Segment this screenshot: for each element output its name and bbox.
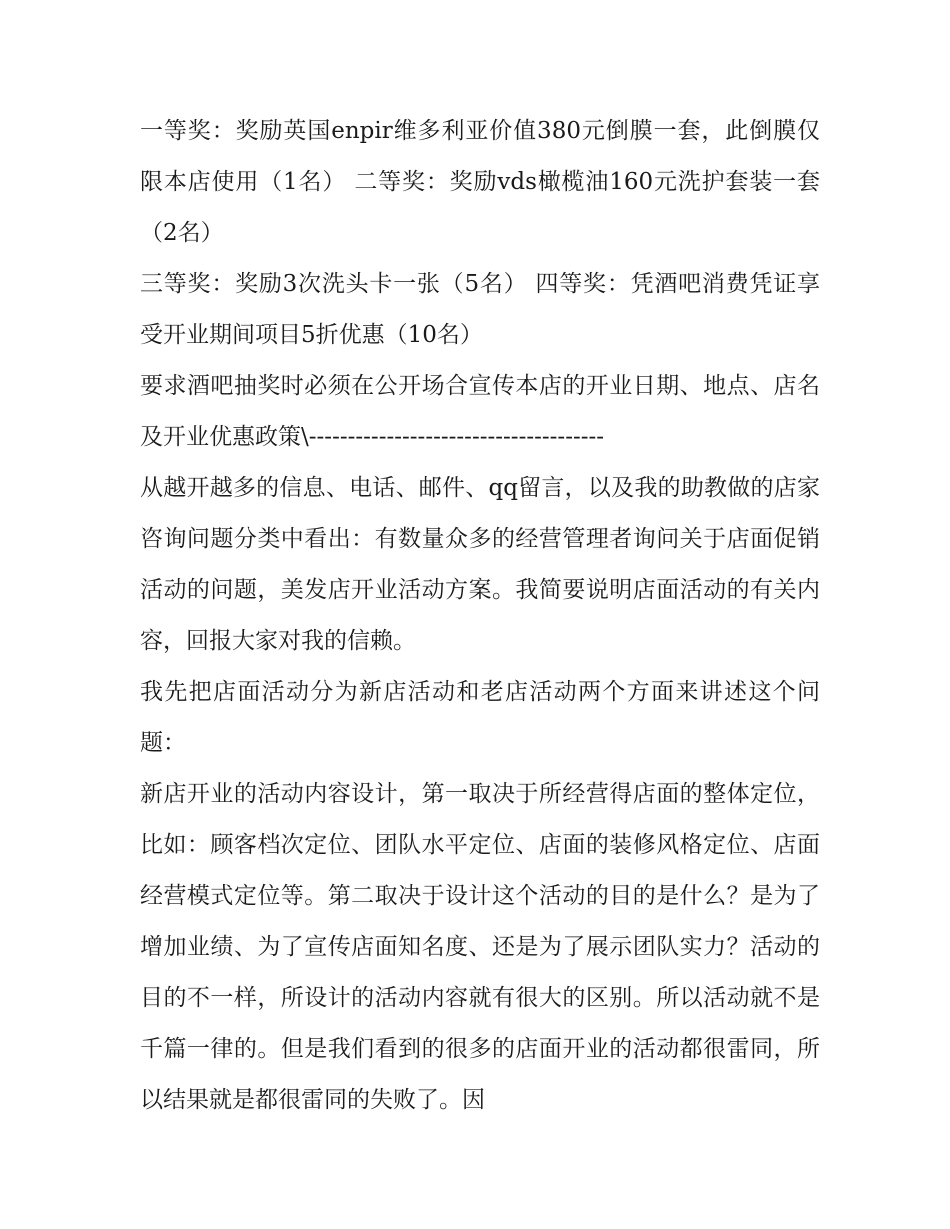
- paragraph-prizes-third-fourth: 三等奖：奖励3次洗头卡一张（5名） 四等奖：凭酒吧消费凭证享受开业期间项目5折优惠（10名）: [140, 271, 820, 348]
- paragraph-bar-lottery-requirement: 要求酒吧抽奖时必须在公开场合宣传本店的开业日期、地点、店名及开业优惠政策\--------------------------------------: [140, 373, 820, 450]
- paragraph-activity-categories: 我先把店面活动分为新店活动和老店活动两个方面来讲述这个问题：: [140, 679, 820, 756]
- paragraph-new-store-activity-design: 新店开业的活动内容设计，第一取决于所经营得店面的整体定位，比如：顾客档次定位、团队水平定位、店面的装修风格定位、店面经营模式定位等。第二取决于设计这个活动的目的是什么？是为了增加业绩、为了宣传店面知名度、还是为了展示团队实力？活动的目的不一样，所设计的活动内容就有很大的区别。所以活动就不是千篇一律的。但是我们看到的很多的店面开业的活动都很雷同，所以结果就是都很雷同的失败了。因: [140, 781, 820, 1113]
- paragraph-consultation-intro: 从越开越多的信息、电话、邮件、qq留言，以及我的助教做的店家咨询问题分类中看出：有数量众多的经营管理者询问关于店面促销活动的问题，美发店开业活动方案。我简要说明店面活动的有关内容，回报大家对我的信赖。: [140, 475, 820, 654]
- document-body: [140, 106, 820, 1126]
- paragraph-prizes-first-second: 一等奖：奖励英国enpir维多利亚价值380元倒膜一套，此倒膜仅限本店使用（1名） 二等奖：奖励vds橄榄油160元洗护套装一套（2名）: [140, 118, 820, 246]
